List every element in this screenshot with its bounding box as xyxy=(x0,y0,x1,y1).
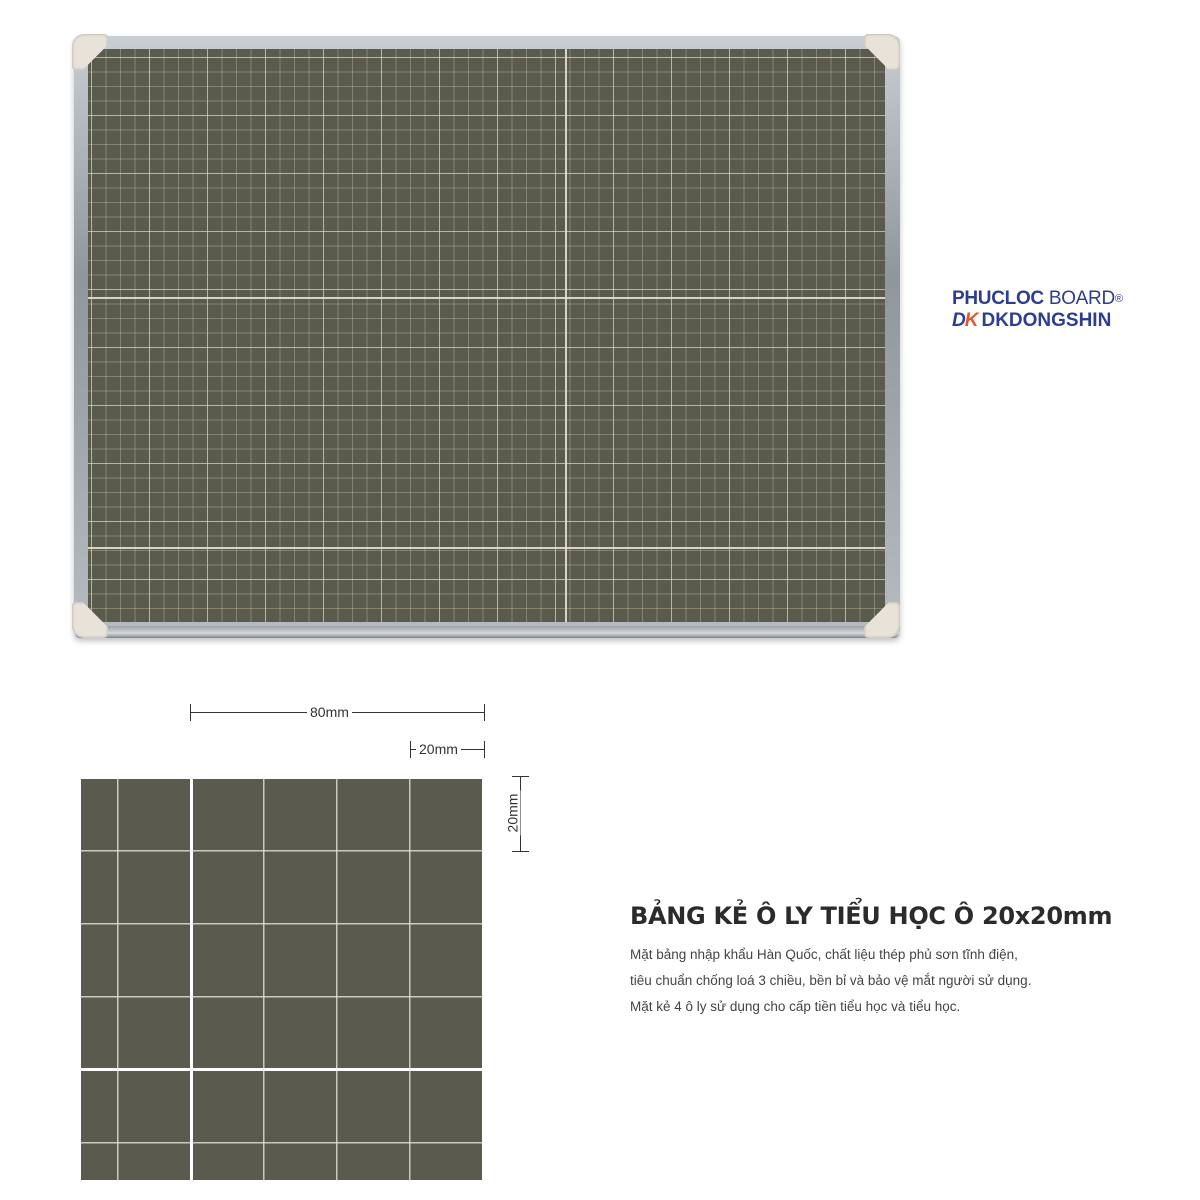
description-line: tiêu chuẩn chống loá 3 chiều, bền bỉ và bảo vệ mắt người sử dụng. xyxy=(630,973,1032,988)
dimension-tick-right-20mm xyxy=(484,741,485,758)
description-line: Mặt bảng nhập khẩu Hàn Quốc, chất liệu thép phủ sơn tĩnh điện, xyxy=(630,947,1018,962)
dimension-label-20mm-h: 20mm xyxy=(416,741,461,757)
dimension-tick-bottom-20mm xyxy=(512,851,529,852)
dimension-label-20mm-v: 20mm xyxy=(504,791,520,836)
dimension-label-80mm: 80mm xyxy=(307,704,352,720)
dk-logo-letter-k: K xyxy=(964,310,978,331)
grid-detail-closeup xyxy=(81,778,483,1180)
logo-dkdongshin xyxy=(952,310,1162,332)
logo-phucloc-board xyxy=(952,288,1162,310)
product-title: BẢNG KẺ Ô LY TIỂU HỌC Ô 20x20mm xyxy=(630,902,1113,930)
logo-dkdongshin-text: DKDONGSHIN xyxy=(981,310,1112,331)
dk-logo-icon xyxy=(952,310,977,332)
dk-logo-letter-d: D xyxy=(952,310,965,331)
dimension-tick-left-20mm xyxy=(410,741,411,758)
dimension-tick-right xyxy=(484,704,485,721)
dimension-tick-top-20mm xyxy=(512,776,529,777)
description-line: Mặt kẻ 4 ô ly sử dụng cho cấp tiền tiểu học và tiểu học. xyxy=(630,999,961,1014)
product-description xyxy=(630,942,1130,1020)
brand-logo xyxy=(952,288,1162,332)
logo-phucloc-text: PHUCLOC xyxy=(952,288,1044,309)
logo-board-text: BOARD xyxy=(1043,288,1115,309)
registered-mark: ® xyxy=(1114,293,1123,305)
dimension-tick-left xyxy=(190,704,191,721)
board-surface-grid xyxy=(88,49,885,622)
